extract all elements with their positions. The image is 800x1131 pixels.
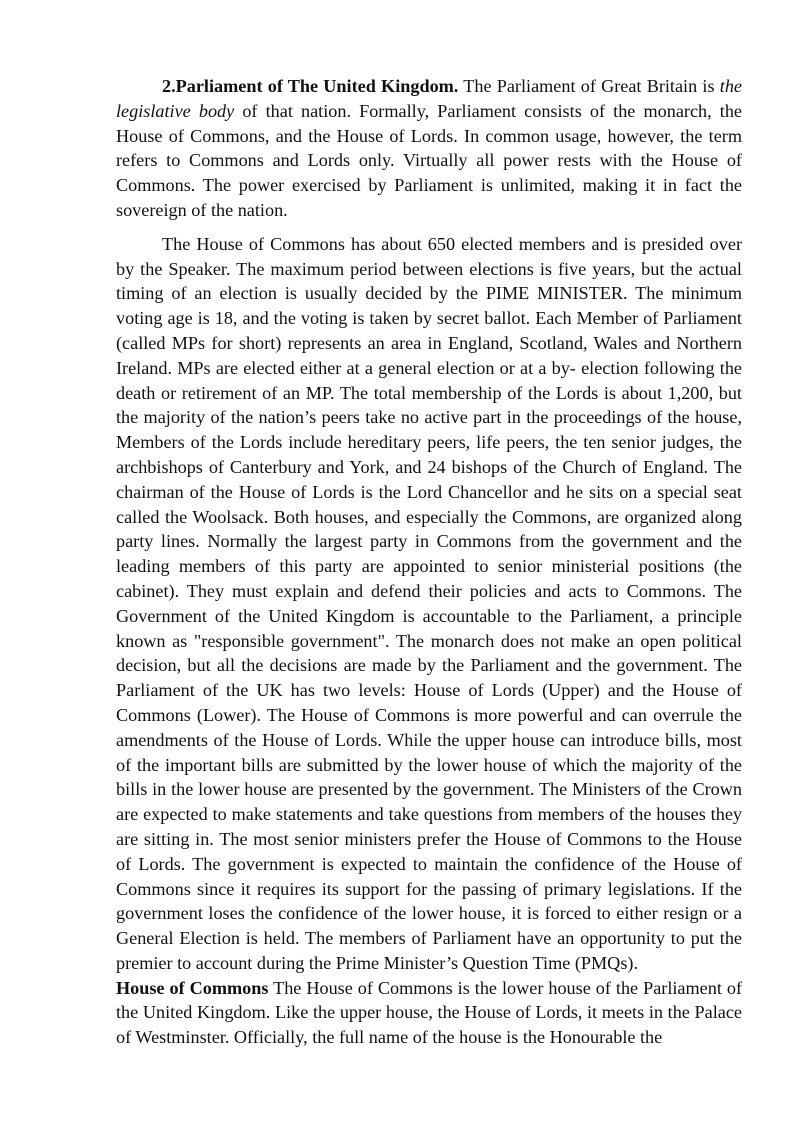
intro-text-b: of that nation. Formally, Parliament consists of the monarch, the House of Commons, and the House of Lords. In common usage, however, the term refers to Commons and Lords only. Virtually all power rests with the House of Commons. The power exercised by Parliament is unlimited, making it in fact the sovereign of the nation.	[116, 100, 742, 220]
intro-italic-term: the legislative body	[116, 76, 742, 121]
intro-paragraph	[116, 74, 742, 223]
house-of-commons-heading: House of Commons	[116, 977, 269, 998]
commons-lords-paragraph: The House of Commons has about 650 elected members and is presided over by the Speaker. The maximum period between elections is five years, but the actual timing of an election is usually decided by the PIME MINISTER. The minimum voting age is 18, and the voting is taken by secret ballot. Each Member of Parliament (called MPs for short) represents an area in England, Scotland, Wales and Northern Ireland. MPs are elected either at a general election or at a by- election following the death or retirement of an MP. The total membership of the Lords is about 1,200, but the majority of the nation’s peers take no active part in the proceedings of the house, Members of the Lords include hereditary peers, life peers, the ten senior judges, the archbishops of Canterbury and York, and 24 bishops of the Church of England. The chairman of the House of Lords is the Lord Chancellor and he sits on a special seat called the Woolsack. Both houses, and especially the Commons, are organized along party lines. Normally the largest party in Commons from the government and the leading members of this party are appointed to senior ministerial positions (the cabinet). They must explain and defend their policies and acts to Commons. The Government of the United Kingdom is accountable to the Parliament, a principle known as "responsible government". The monarch does not make an open political decision, but all the decisions are made by the Parliament and the government. The Parliament of the UK has two levels: House of Lords (Upper) and the House of Commons (Lower). The House of Commons is more powerful and can overrule the amendments of the House of Lords. While the upper house can introduce bills, most of the important bills are submitted by the lower house of which the majority of the bills in the lower house are presented by the government. The Ministers of the Crown are expected to make statements and take questions from members of the houses they are sitting in. The most senior ministers prefer the House of Commons to the House of Lords. The government is expected to maintain the confidence of the House of Commons since it requires its support for the passing of primary legislations. If the government loses the confidence of the lower house, it is forced to either resign or a General Election is held. The members of Parliament have an opportunity to put the premier to account during the Prime Minister’s Question Time (PMQs).	[116, 233, 742, 973]
intro-text-a: The Parliament of Great Britain is	[458, 76, 720, 96]
section-heading: 2.Parliament of The United Kingdom.	[162, 76, 459, 96]
house-of-commons-text: The House of Commons is the lower house of the Parliament of the United Kingdom. Like the upper house, the House of Lords, it meets in the Palace of Westminster. Officially, the full name of the house is the Honourable the	[116, 977, 742, 1048]
house-of-commons-paragraph	[116, 976, 742, 1050]
document-page	[116, 74, 742, 1050]
